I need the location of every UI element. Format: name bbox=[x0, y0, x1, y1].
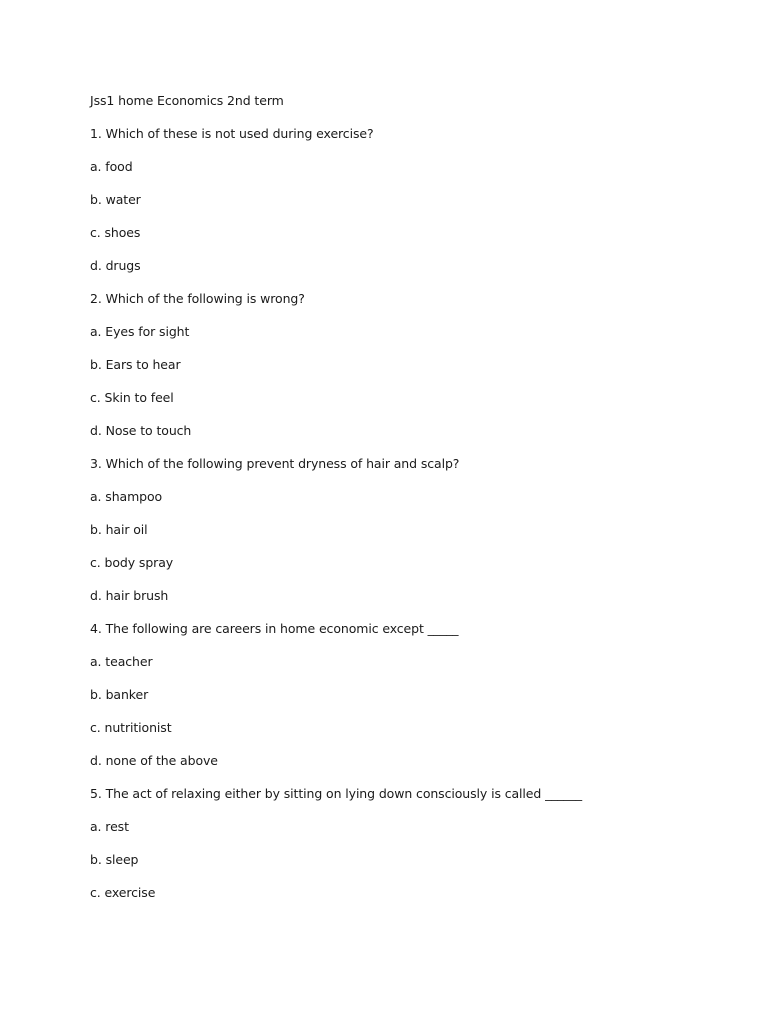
document-title: Jss1 home Economics 2nd term bbox=[90, 93, 284, 108]
question-4: 4. The following are careers in home economic except _____ bbox=[90, 621, 459, 636]
question-4-option-a: a. teacher bbox=[90, 654, 153, 669]
question-4-option-b: b. banker bbox=[90, 687, 149, 702]
question-3-option-c: c. body spray bbox=[90, 555, 174, 570]
question-1: 1. Which of these is not used during exercise? bbox=[90, 126, 374, 141]
question-3-option-d: d. hair brush bbox=[90, 588, 169, 603]
question-2-option-c: c. Skin to feel bbox=[90, 390, 174, 405]
question-3: 3. Which of the following prevent dryness of hair and scalp? bbox=[90, 456, 460, 471]
question-5-option-a: a. rest bbox=[90, 819, 129, 834]
question-1-option-c: c. shoes bbox=[90, 225, 141, 240]
question-1-option-a: a. food bbox=[90, 159, 133, 174]
question-5: 5. The act of relaxing either by sitting on lying down consciously is called ______ bbox=[90, 786, 583, 801]
question-4-option-c: c. nutritionist bbox=[90, 720, 172, 735]
question-3-option-b: b. hair oil bbox=[90, 522, 148, 537]
question-5-option-c: c. exercise bbox=[90, 885, 156, 900]
document-body bbox=[90, 91, 730, 916]
question-2: 2. Which of the following is wrong? bbox=[90, 291, 305, 306]
question-5-option-b: b. sleep bbox=[90, 852, 139, 867]
question-2-option-b: b. Ears to hear bbox=[90, 357, 181, 372]
question-3-option-a: a. shampoo bbox=[90, 489, 163, 504]
question-2-option-a: a. Eyes for sight bbox=[90, 324, 190, 339]
question-2-option-d: d. Nose to touch bbox=[90, 423, 192, 438]
question-1-option-d: d. drugs bbox=[90, 258, 141, 273]
question-1-option-b: b. water bbox=[90, 192, 141, 207]
question-4-option-d: d. none of the above bbox=[90, 753, 218, 768]
